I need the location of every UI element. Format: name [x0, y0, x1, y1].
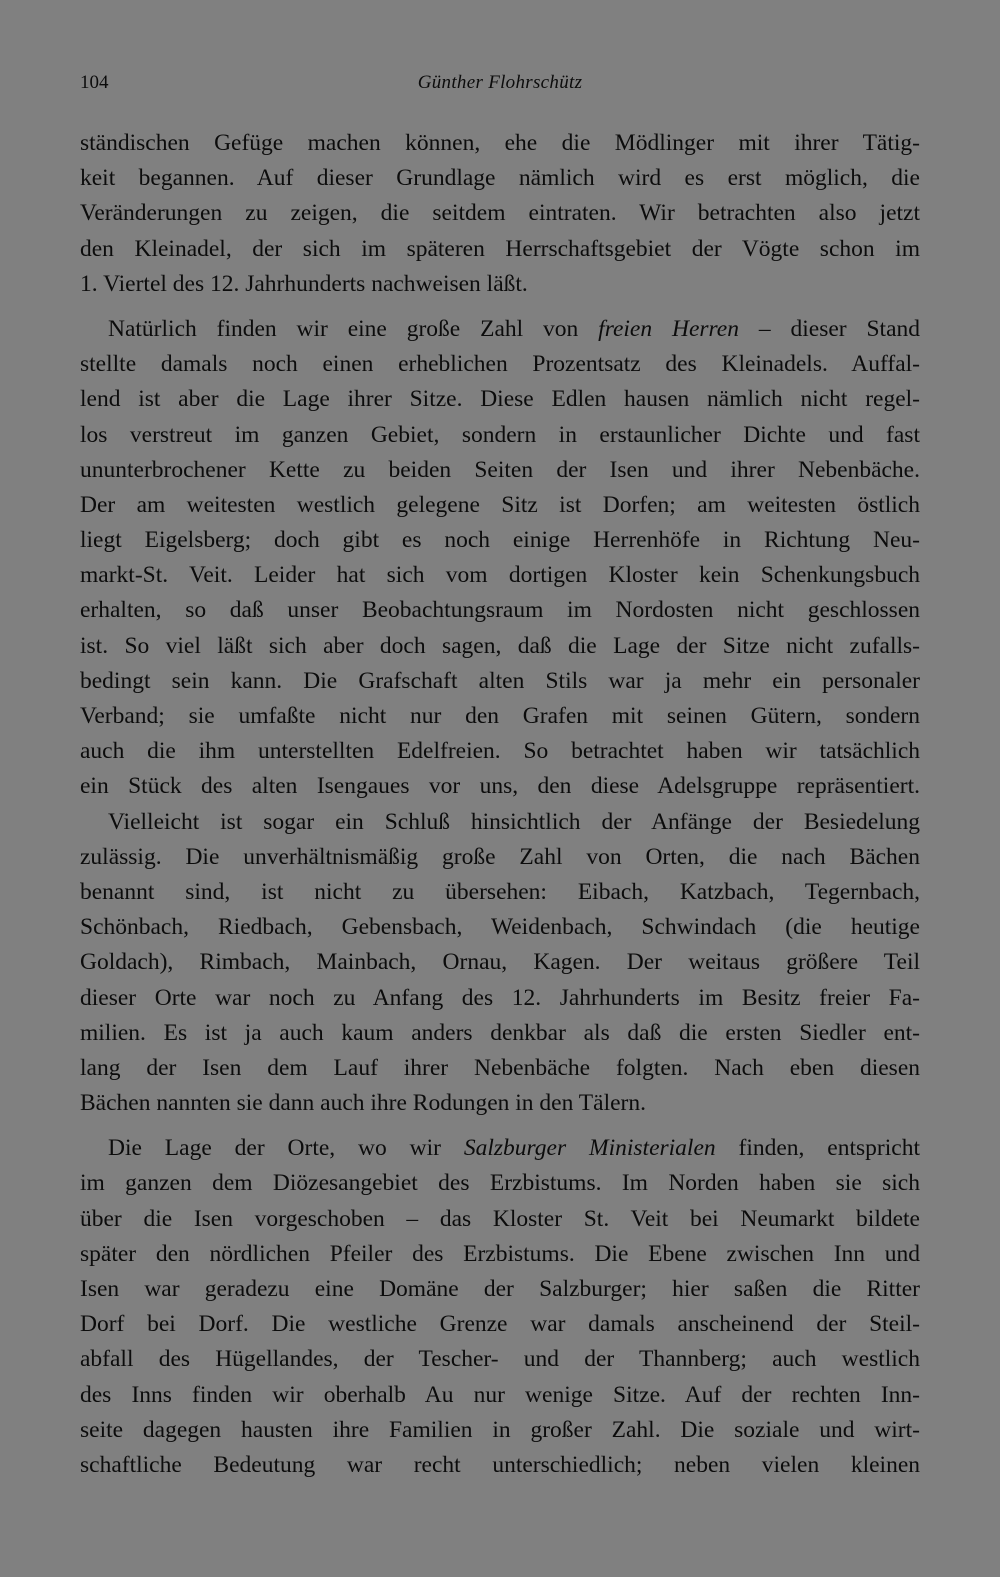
body-text [80, 126, 920, 1483]
text-line: Isen war geradezu eine Domäne der Salzburger; hier saßen die Ritter [80, 1276, 920, 1302]
emphasis-salzburger-ministerialen: Salzburger Ministerialen [463, 1135, 716, 1162]
text-line: den Kleinadel, der sich im späteren Herrschaftsgebiet der Vögte schon im [80, 235, 920, 262]
paragraph-4 [80, 1131, 920, 1483]
text-line: markt-St. Veit. Leider hat sich vom dortigen Kloster kein Schenkungsbuch [80, 562, 920, 589]
text-line [80, 1131, 920, 1166]
text-line: des Inns finden wir oberhalb Au nur wenige Sitze. Auf der rechten Inn- [80, 1381, 920, 1408]
text-line: seite dagegen hausten ihre Familien in großer Zahl. Die soziale und wirt- [80, 1416, 920, 1443]
text-line: lend ist aber die Lage ihrer Sitze. Diese Edlen hausen nämlich nicht regel- [80, 386, 920, 413]
text-line: später den nördlichen Pfeiler des Erzbistums. Die Ebene zwischen Inn und [80, 1240, 920, 1267]
text-line: Schönbach, Riedbach, Gebensbach, Weidenbach, Schwindach (die heutige [80, 914, 920, 941]
text-line: Dorf bei Dorf. Die westliche Grenze war damals anscheinend der Steil- [80, 1311, 920, 1338]
paragraph-1 [80, 126, 920, 302]
text-line: Goldach), Rimbach, Mainbach, Ornau, Kagen. Der weitaus größere Teil [80, 949, 920, 976]
text-line: abfall des Hügellandes, der Tescher- und der Thannberg; auch westlich [80, 1346, 920, 1373]
text-line: auch die ihm unterstellten Edelfreien. So betrachtet haben wir tatsächlich [80, 738, 920, 765]
text-line: Verband; sie umfaßte nicht nur den Grafen mit seinen Gütern, sondern [80, 703, 920, 729]
text-line: ein Stück des alten Isengaues vor uns, den diese Adelsgruppe repräsentiert. [80, 773, 920, 800]
text-line: los verstreut im ganzen Gebiet, sondern in erstaunlicher Dichte und fast [80, 421, 920, 448]
paragraph-3 [80, 805, 920, 1122]
text-line: lang der Isen dem Lauf ihrer Nebenbäche folgten. Nach eben diesen [80, 1054, 920, 1081]
text-run: Natürlich finden wir eine große Zahl von [108, 315, 599, 342]
text-line: bedingt sein kann. Die Grafschaft alten Stils war ja mehr ein personaler [80, 667, 920, 694]
text-line: benannt sind, ist nicht zu übersehen: Eibach, Katzbach, Tegernbach, [80, 878, 920, 905]
running-head [80, 72, 920, 102]
text-line: 1. Viertel des 12. Jahrhunderts nachweisen läßt. [80, 270, 528, 297]
text-line: dieser Orte war noch zu Anfang des 12. Jahrhunderts im Besitz freier Fa- [80, 984, 920, 1011]
text-line: über die Isen vorgeschoben – das Kloster St. Veit bei Neumarkt bildete [80, 1205, 920, 1232]
text-line: schaftliche Bedeutung war recht unterschiedlich; neben vielen kleinen [80, 1451, 920, 1478]
text-line: stellte damals noch einen erheblichen Prozentsatz des Kleinadels. Auffal- [80, 351, 920, 378]
text-line: ständischen Gefüge machen können, ehe die Mödlinger mit ihrer Tätig- [80, 130, 920, 156]
text-line: liegt Eigelsberg; doch gibt es noch einige Herrenhöfe in Richtung Neu- [80, 527, 920, 554]
text-line: erhalten, so daß unser Beobachtungsraum im Nordosten nicht geschlossen [80, 597, 920, 624]
text-line: Der am weitesten westlich gelegene Sitz ist Dorfen; am weitesten östlich [80, 491, 920, 518]
text-line: Bächen nannten sie dann auch ihre Rodungen in den Tälern. [80, 1090, 646, 1117]
text-line: im ganzen dem Diözesangebiet des Erzbistums. Im Norden haben sie sich [80, 1170, 920, 1197]
text-line: keit begannen. Auf dieser Grundlage nämlich wird es erst möglich, die [80, 165, 920, 192]
text-line: Veränderungen zu zeigen, die seitdem eintraten. Wir betrachten also jetzt [80, 200, 920, 227]
emphasis-freie-herren: freien Herren [598, 315, 739, 342]
page-number: 104 [80, 72, 109, 93]
text-run: finden, entspricht [715, 1135, 920, 1162]
text-line [80, 312, 920, 347]
text-run: Die Lage der Orte, wo wir [108, 1135, 464, 1162]
text-line: ununterbrochener Kette zu beiden Seiten der Isen und ihrer Nebenbäche. [80, 456, 920, 483]
text-line: milien. Es ist ja auch kaum anders denkbar als daß die ersten Siedler ent- [80, 1019, 920, 1046]
text-line: zulässig. Die unverhältnismäßig große Zahl von Orten, die nach Bächen [80, 843, 920, 870]
text-line: Vielleicht ist sogar ein Schluß hinsichtlich der Anfänge der Besiedelung [108, 808, 920, 835]
text-line: ist. So viel läßt sich aber doch sagen, daß die Lage der Sitze nicht zufalls- [80, 632, 920, 659]
running-title: Günther Flohrschütz [417, 72, 583, 93]
text-run: – dieser Stand [739, 315, 921, 342]
paragraph-2 [80, 312, 920, 805]
